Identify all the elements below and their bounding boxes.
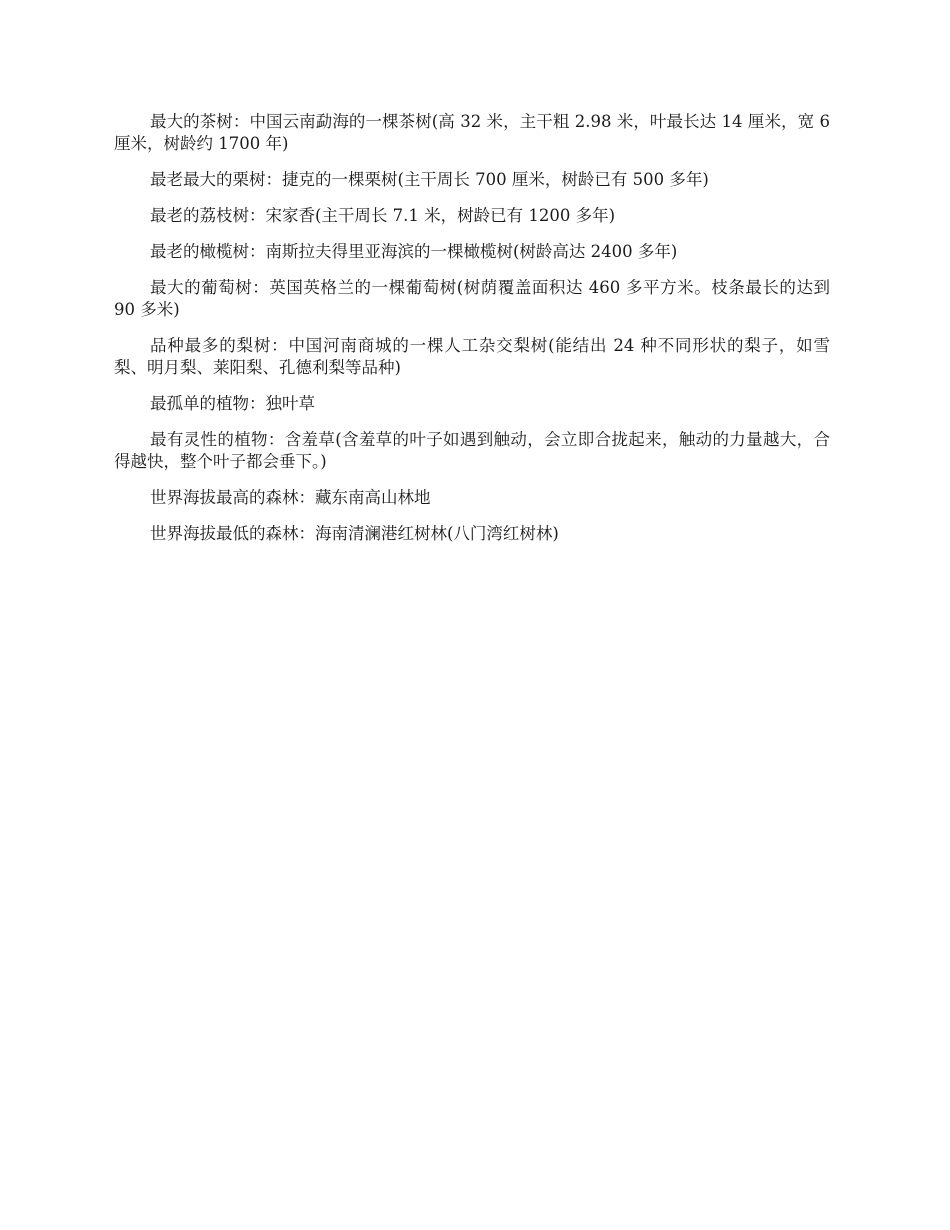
- paragraph-highest-forest: 世界海拔最高的森林：藏东南高山林地: [150, 488, 431, 507]
- paragraph-grape-vine: 最大的葡萄树：英国英格兰的一棵葡萄树(树荫覆盖面积达 460 多平方米。枝条最长的达到 90 多米): [114, 278, 830, 319]
- paragraph-mimosa: 最有灵性的植物：含羞草(含羞草的叶子如遇到触动，会立即合拢起来，触动的力量越大，合得越快，整个叶子都会垂下。): [114, 430, 830, 471]
- paragraph-lonely-plant: 最孤单的植物：独叶草: [150, 394, 315, 413]
- document-body: [114, 111, 830, 559]
- paragraph-lychee-tree: 最老的荔枝树：宋家香(主干周长 7.1 米，树龄已有 1200 多年): [150, 206, 616, 225]
- paragraph-chestnut-tree: 最老最大的栗树：捷克的一棵栗树(主干周长 700 厘米，树龄已有 500 多年): [150, 170, 709, 189]
- paragraph-pear-tree: 品种最多的梨树：中国河南商城的一棵人工杂交梨树(能结出 24 种不同形状的梨子，如雪梨、明月梨、莱阳梨、孔德利梨等品种): [114, 336, 830, 377]
- paragraph-olive-tree: 最老的橄榄树：南斯拉夫得里亚海滨的一棵橄榄树(树龄高达 2400 多年): [150, 242, 678, 261]
- paragraph-lowest-forest: 世界海拔最低的森林：海南清澜港红树林(八门湾红树林): [150, 524, 559, 543]
- paragraph-tea-tree: 最大的茶树：中国云南勐海的一棵茶树(高 32 米，主干粗 2.98 米，叶最长达 14 厘米，宽 6 厘米，树龄约 1700 年): [114, 112, 830, 153]
